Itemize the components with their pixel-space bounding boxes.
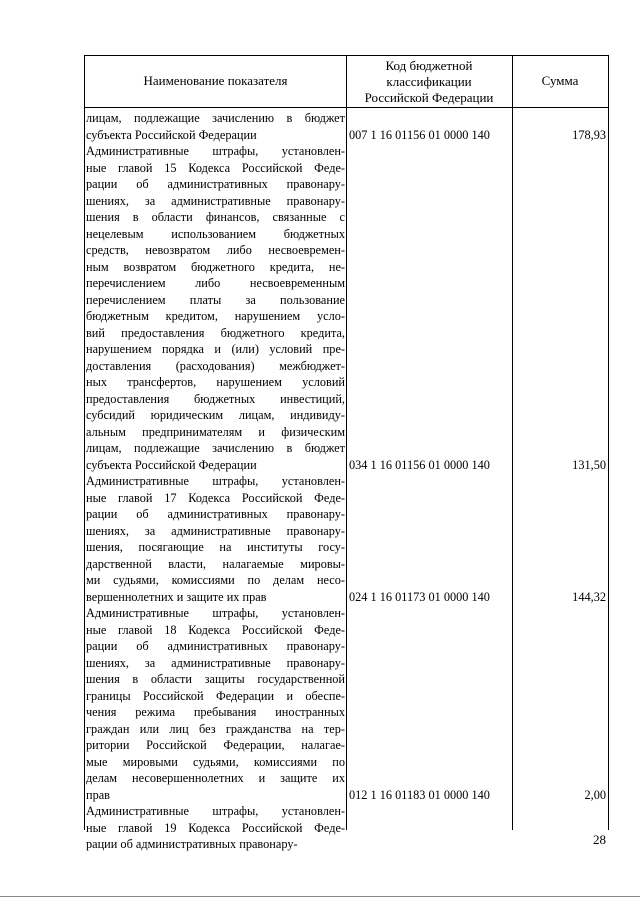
table-row-sum: 144,32 [572,589,606,604]
row-text-line: шениях, за административные правонару- [86,193,345,208]
page-number: 28 [593,832,606,847]
row-text-line: предоставления бюджетных инвестиций, [86,391,345,406]
row-text-line: шения в области финансов, связанные с [86,210,345,224]
table-row-sum: 131,50 [572,457,606,472]
row-text-line: Административные штрафы, установлен- [86,606,345,620]
table-row-name [86,110,345,143]
table-row-sum: 2,00 [584,787,606,802]
table-row-name [86,143,345,473]
row-text-line: мые мировыми судьями, комиссиями по [86,754,345,769]
row-text-line: ные главой 15 Кодекса Российской Феде- [86,160,345,175]
table-row-name [86,605,345,803]
row-text-line: ные главой 18 Кодекса Российской Феде- [86,622,345,637]
row-text-line: делам несовершеннолетних и защите их [86,771,345,785]
row-text-line: средств, невозвратом либо несвоевремен- [86,243,345,257]
row-text-line: шения в области защиты государственной [86,672,345,686]
page-bottom-edge [0,896,640,897]
table-left-border [84,55,85,830]
row-text-line: прав [86,787,110,802]
row-text-line: ным возвратом бюджетного кредита, не- [86,259,345,274]
row-text-line: ми судьями, комиссиями по делам несо- [86,573,345,587]
row-text-line: бюджетным кредитом, нарушением усло- [86,309,345,323]
table-row-sum: 178,93 [572,127,606,142]
row-text-line: субъекта Российской Федерации [86,127,257,142]
row-text-line: границы Российской Федерации и обеспе- [86,688,345,703]
row-text-line: субъекта Российской Федерации [86,457,257,472]
table-right-border [608,55,609,830]
row-text-line: вий предоставления бюджетного кредита, [86,325,345,340]
table-row-code: 007 1 16 01156 01 0000 140 [349,127,490,142]
row-text-line: Административные штрафы, установлен- [86,804,345,818]
row-text-line: вершеннолетних и защите их прав [86,589,267,604]
table-row-code: 024 1 16 01173 01 0000 140 [349,589,490,604]
table-row-code: 034 1 16 01156 01 0000 140 [349,457,490,472]
table-divider-code-sum [512,55,513,830]
row-text-line: перечислением платы за пользование [86,292,345,307]
table-divider-name-code [346,55,347,830]
row-text-line: дарственной власти, налагаемые мировы- [86,556,345,571]
row-text-line: шениях, за административные правонару- [86,655,345,670]
row-text-line: нецелевым использованием бюджетных [86,226,345,241]
table-row-name [86,803,345,853]
row-text-line: лицам, подлежащие зачислению в бюджет [86,441,345,455]
table-row-code: 012 1 16 01183 01 0000 140 [349,787,490,802]
row-text-line: граждан или лиц без гражданства на тер- [86,721,345,736]
row-text-line: шениях, за административные правонару- [86,523,345,538]
row-text-line: доставления (расходования) межбюджет- [86,358,345,373]
row-text-line: шения, посягающие на институты госу- [86,540,345,554]
header-sum: Сумма [541,73,579,88]
row-text-line: чения режима пребывания иностранных [86,705,345,719]
header-code: Код бюджетной классификации Российской Федерации [364,58,494,105]
header-name: Наименование показателя [143,73,288,88]
row-text-line: альным предпринимателям и физическим [86,424,345,439]
row-text-line: ритории Российской Федерации, налагае- [86,738,345,752]
row-text-line: субсидий юридическим лицам, индивиду- [86,408,345,422]
row-text-line: рации об административных правонару- [86,639,345,653]
row-text-line: Административные штрафы, установлен- [86,144,345,158]
row-text-line: рации об административных правонару- [86,177,345,191]
row-text-line: лицам, подлежащие зачислению в бюджет [86,111,345,125]
row-text-line: перечислением либо несвоевременным [86,276,345,290]
row-text-line: нарушением порядка и (или) условий пре- [86,342,345,356]
row-text-line: рации об административных правонару- [86,507,345,521]
row-text-line: рации об административных правонару- [86,837,298,851]
row-text-line: ные главой 17 Кодекса Российской Феде- [86,490,345,505]
row-text-line: ных трансфертов, нарушением условий [86,375,345,389]
row-text-line: Административные штрафы, установлен- [86,474,345,488]
table-row-name [86,473,345,605]
row-text-line: ные главой 19 Кодекса Российской Феде- [86,820,345,835]
